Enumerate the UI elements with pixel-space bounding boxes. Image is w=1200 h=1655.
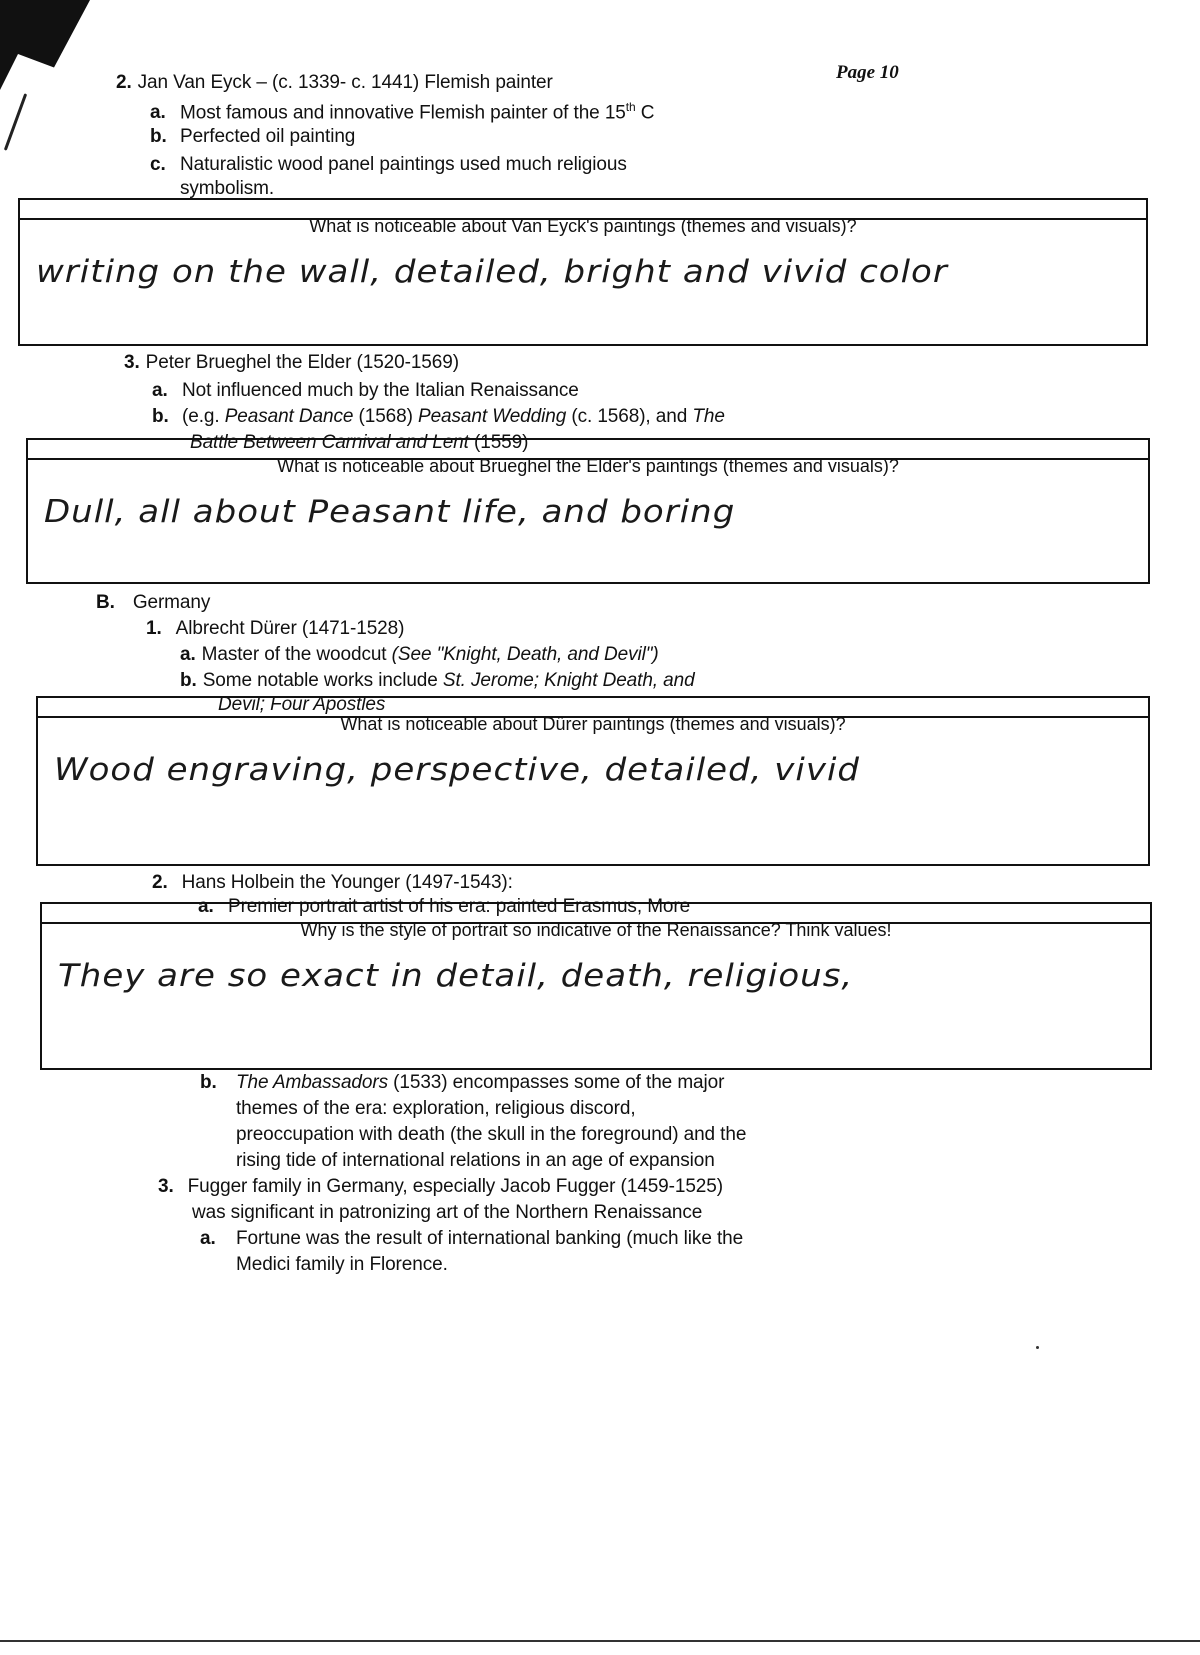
scan-speck [1036, 1346, 1039, 1349]
brueghel-answer: Dull, all about Peasant life, and boring [44, 493, 736, 531]
van-eyck-answer: writing on the wall, detailed, bright and vivid color [36, 253, 948, 291]
fugger-item-a: a. Fortune was the result of international banking (much like the [200, 1228, 744, 1249]
van-eyck-question: What is noticeable about Van Eyck's paintings (themes and visuals)? [309, 216, 857, 236]
fugger-line2: was significant in patronizing art of the Northern Renaissance [192, 1202, 703, 1223]
durer-question-box [36, 696, 1150, 866]
holbein-answer: They are so exact in detail, death, religious, [58, 957, 854, 995]
brueghel-heading: 3. Peter Brueghel the Elder (1520-1569) [124, 352, 459, 373]
brueghel-item-b: b. (e.g. Peasant Dance (1568) Peasant Wedding (c. 1568), and The [152, 406, 725, 427]
durer-item-b-cont: Devil; Four Apostles [218, 694, 386, 715]
holbein-item-b-line2: themes of the era: exploration, religious discord, [236, 1098, 636, 1119]
durer-question: What is noticeable about Dürer paintings (themes and visuals)? [340, 714, 846, 734]
brueghel-item-b-cont: Battle Between Carnival and Lent (1559) [190, 432, 529, 453]
van-eyck-item-b: b. Perfected oil painting [150, 126, 356, 147]
durer-answer: Wood engraving, perspective, detailed, vivid [54, 751, 860, 789]
durer-item-a: a. Master of the woodcut (See "Knight, Death, and Devil") [180, 644, 659, 665]
holbein-question-box [40, 902, 1152, 1070]
durer-item-b: b. Some notable works include St. Jerome; Knight Death, and [180, 670, 695, 691]
van-eyck-question-box [18, 198, 1148, 346]
holbein-question: Why is the style of portrait so indicative of the Renaissance? Think values! [300, 920, 892, 940]
holbein-item-b-line3: preoccupation with death (the skull in the foreground) and the [236, 1124, 747, 1145]
holbein-heading: 2. Hans Holbein the Younger (1497-1543): [152, 872, 513, 893]
pen-stroke-mark [4, 93, 27, 150]
page-number: Page 10 [836, 62, 899, 83]
van-eyck-item-c-cont: symbolism. [180, 178, 275, 199]
van-eyck-item-a: a. Most famous and innovative Flemish painter of the 15th C [150, 100, 655, 124]
brueghel-item-a: a. Not influenced much by the Italian Renaissance [152, 380, 579, 401]
holbein-item-a: a. Premier portrait artist of his era: painted Erasmus, More [198, 896, 691, 917]
van-eyck-heading: 2. Jan Van Eyck – (c. 1339- c. 1441) Flemish painter [116, 72, 553, 93]
germany-heading: B. Germany [96, 592, 211, 613]
scan-corner-mark [0, 0, 90, 90]
holbein-item-b-line4: rising tide of international relations in an age of expansion [236, 1150, 715, 1171]
fugger-heading: 3. Fugger family in Germany, especially Jacob Fugger (1459-1525) [158, 1176, 723, 1197]
holbein-item-b: b. The Ambassadors (1533) encompasses some of the major [200, 1072, 725, 1093]
fugger-item-a-cont: Medici family in Florence. [236, 1254, 448, 1275]
brueghel-question: What is noticeable about Brueghel the Elder's paintings (themes and visuals)? [277, 456, 899, 476]
van-eyck-item-c: c. Naturalistic wood panel paintings used much religious [150, 154, 627, 175]
durer-heading: 1. Albrecht Dürer (1471-1528) [146, 618, 405, 639]
scan-bottom-edge [0, 1640, 1200, 1642]
brueghel-question-box [26, 438, 1150, 584]
